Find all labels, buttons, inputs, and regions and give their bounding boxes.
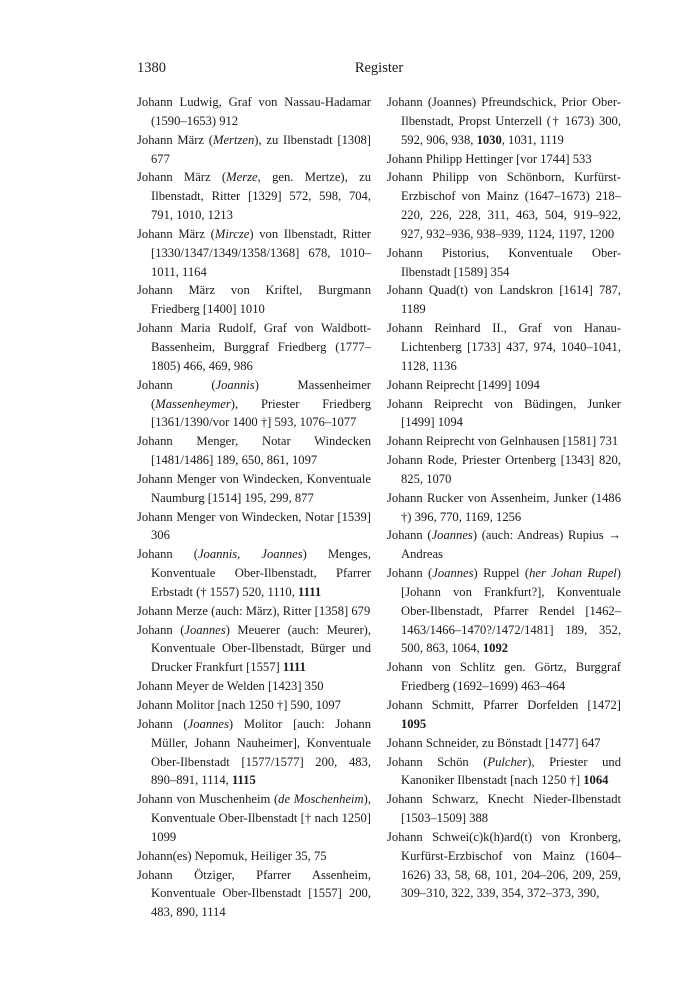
left-column	[137, 93, 371, 922]
index-entry: Johann (Joannes) (auch: Andreas) Rupius → Andreas	[387, 528, 621, 562]
index-entry: Johann (Joannis) Massenheimer (Massenheymer), Priester Friedberg [1361/1390/vor 1400 †] 593, 1076–1077	[137, 377, 371, 430]
index-entry: Johann Schwarz, Knecht Nieder-Ilbenstadt [1503–1509] 388	[387, 792, 621, 826]
index-entry: Johann Reiprecht [1499] 1094	[387, 377, 540, 392]
index-entry: Johann Philipp von Schönborn, Kurfürst-Erzbischof von Mainz (1647–1673) 218–220, 226, 228, 311, 463, 504, 919–922, 927, 932–936, 938–939, 1124, 1197, 1200	[387, 170, 621, 241]
index-entry: Johann Ludwig, Graf von Nassau-Hadamar (1590–1653) 912	[137, 95, 371, 128]
index-entry: Johann von Muschenheim (de Moschenheim), Konventuale Ober-Ilbenstadt [† nach 1250] 1099	[137, 792, 371, 844]
index-entry: Johann von Schlitz gen. Görtz, Burggraf Friedberg (1692–1699) 463–464	[387, 660, 621, 694]
index-entry: Johann (Joannes) Ruppel (her Johan Rupel) [Johann von Frankfurt?], Konventuale Ober-Ilbenstadt, Pfarrer Rendel [1462–1463/1466–1470?/1472/1481] 189, 352, 500, 863, 1064, 1092	[387, 566, 621, 656]
index-entry: Johann Schneider, zu Bönstadt [1477] 647	[387, 735, 601, 750]
index-entry: Johann Schwei(c)k(h)ard(t) von Kronberg, Kurfürst-Erzbischof von Mainz (1604–1626) 33, 58, 68, 101, 204–206, 209, 259, 309–310, 322, 339, 354, 372–373, 390,	[387, 829, 621, 901]
index-entry: Johann März von Kriftel, Burgmann Friedberg [1400] 1010	[137, 283, 371, 317]
index-entry: Johann (Joannis, Joannes) Menges, Konventuale Ober-Ilbenstadt, Pfarrer Erbstadt († 1557) 520, 1110, 1111	[137, 547, 371, 599]
index-entry: Johann Menger von Windecken, Notar [1539] 306	[137, 509, 371, 543]
index-entry: Johann Molitor [nach 1250 †] 590, 1097	[137, 698, 341, 712]
right-column	[387, 93, 621, 903]
index-entry: Johann (Joannes) Molitor [auch: Johann Müller, Johann Nauheimer], Konventuale Ober-Ilbenstadt [1577/1577] 200, 483, 890–891, 1114, 1115	[137, 716, 372, 788]
index-entry: Johann Quad(t) von Landskron [1614] 787, 1189	[387, 283, 621, 317]
index-entry: Johann Menger von Windecken, Konventuale Naumburg [1514] 195, 299, 877	[137, 471, 371, 505]
index-entry: Johann (Joannes) Meuerer (auch: Meurer), Konventuale Ober-Ilbenstadt, Bürger und Drucker Frankfurt [1557] 1111	[137, 622, 371, 675]
index-entry: Johann Meyer de Welden [1423] 350	[137, 679, 324, 694]
index-entry: Johann Maria Rudolf, Graf von Waldbott-Bassenheim, Burggraf Friedberg (1777–1805) 466, 469, 986	[137, 321, 371, 373]
index-entry: Johann März (Mertzen), zu Ilbenstadt [1308] 677	[137, 132, 371, 166]
index-entry: Johann Pistorius, Konventuale Ober-Ilbenstadt [1589] 354	[387, 245, 621, 279]
index-entry: Johann Reiprecht von Gelnhausen [1581] 731	[387, 434, 619, 449]
index-entry: Johann März (Merze, gen. Mertze), zu Ilbenstadt, Ritter [1329] 572, 598, 704, 791, 1010, 1213	[137, 170, 371, 223]
index-entry: Johann Philipp Hettinger [vor 1744] 533	[387, 151, 592, 166]
index-entry: Johann Merze (auch: März), Ritter [1358] 679	[137, 603, 371, 618]
page-header	[137, 60, 621, 80]
index-entry: Johann Schön (Pulcher), Priester und Kanoniker Ilbenstadt [nach 1250 †] 1064	[387, 754, 621, 788]
index-entry: Johann Rucker von Assenheim, Junker (1486 †) 396, 770, 1169, 1256	[387, 490, 621, 524]
index-entry: Johann Rode, Priester Ortenberg [1343] 820, 825, 1070	[387, 453, 621, 486]
index-entry: Johann Menger, Notar Windecken [1481/1486] 189, 650, 861, 1097	[137, 434, 371, 468]
index-entry: Johann Reiprecht von Büdingen, Junker [1499] 1094	[387, 396, 621, 430]
index-entry: Johann Schmitt, Pfarrer Dorfelden [1472] 1095	[387, 698, 621, 731]
index-entry: Johann (Joannes) Pfreundschick, Prior Ober-Ilbenstadt, Propst Unterzell († 1673) 300, 592, 906, 938, 1030, 1031, 1119	[387, 95, 621, 147]
index-entry: Johann(es) Nepomuk, Heiliger 35, 75	[137, 848, 327, 863]
running-title: Register	[354, 60, 404, 76]
index-entry: Johann Reinhard II., Graf von Hanau-Lichtenberg [1733] 437, 974, 1040–1041, 1128, 1136	[387, 321, 621, 373]
page-number: 1380	[137, 60, 166, 76]
index-entry: Johann März (Mircze) von Ilbenstadt, Ritter [1330/1347/1349/1358/1368] 678, 1010–1011, 1164	[137, 226, 371, 279]
index-entry: Johann Ötziger, Pfarrer Assenheim, Konventuale Ober-Ilbenstadt [1557] 200, 483, 890, 1114	[137, 867, 371, 920]
